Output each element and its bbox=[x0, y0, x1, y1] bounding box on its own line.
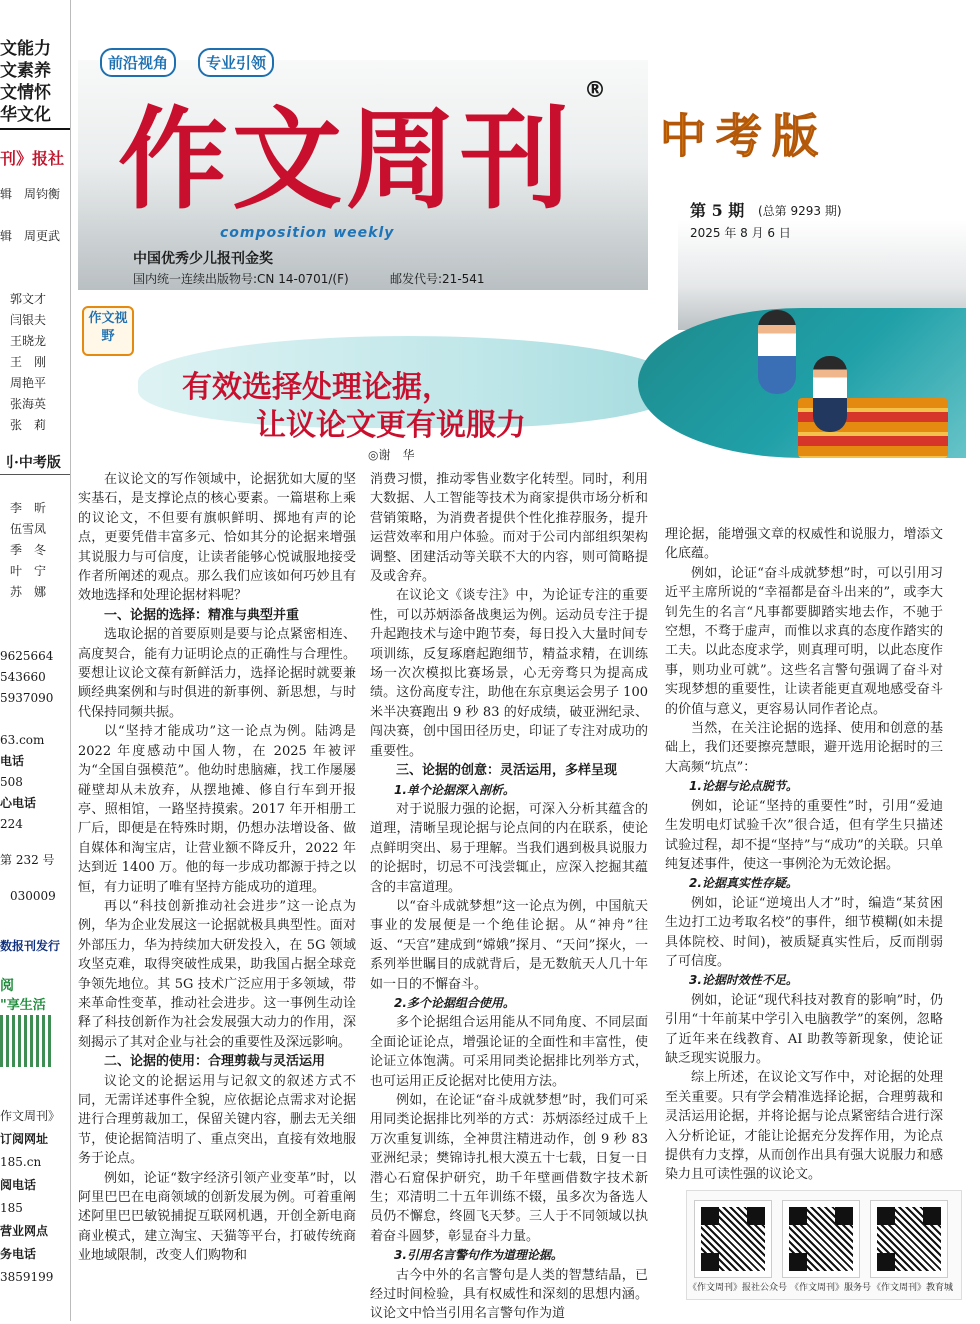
edition-name: 中考版 bbox=[660, 109, 828, 163]
issue-number: 第 5 期 bbox=[690, 201, 745, 220]
footer-line: 订阅网址 bbox=[0, 1132, 49, 1146]
section-heading: 1.论据与论点脱节。 bbox=[689, 779, 798, 794]
sidebar-contacts bbox=[0, 648, 56, 909]
section-heading: 三、论据的创意：灵活运用，多样呈现 bbox=[396, 763, 618, 779]
section-heading: 2.多个论据组合使用。 bbox=[394, 995, 515, 1010]
footer-line: 185.cn bbox=[0, 1155, 42, 1169]
contact-line: 030009 bbox=[10, 889, 56, 903]
article-column-1 bbox=[78, 470, 356, 1266]
article-paragraph: 古今中外的名言警句是人类的智慧结晶，已经过时间检验，具有权威性和深刻的思想内涵。议论文中恰当引用名言警句作为道 bbox=[370, 1267, 648, 1322]
section-heading: 3.论据时效性不足。 bbox=[689, 973, 798, 988]
qr-code[interactable] bbox=[870, 1200, 948, 1278]
article-paragraph: 以“坚持才能成功”这一论点为例。陆鸿是 2022 年度感动中国人物，在 2025 年被评为“全国自强模范”。他幼时患脑瘫，找工作屡屡碰壁却从未放弃，从摆地摊、修自行车到开报亭、照相馆，一路坚持摸索。2017 年开相册工厂后，即便是在特殊时期，仍想办法增设备、做自媒体和淘宝店，让营业额不降反升，2022 年达到近 1400 万。他的每一步成功都源于持之以恒，有力证明了唯有坚持方能成功的道理。 bbox=[78, 724, 356, 895]
sidebar-footer bbox=[0, 1108, 60, 1292]
masthead-slogan: 前沿视角 bbox=[100, 48, 176, 77]
award-text: 中国优秀少儿报刊金奖 bbox=[133, 251, 273, 267]
sidebar-editor-role: 辑 bbox=[0, 187, 13, 201]
masthead-slogan: 专业引领 bbox=[198, 48, 274, 77]
article-paragraph: 以“奋斗成就梦想”这一论点为例，中国航天事业的发展便是一个绝佳论据。从“神舟”往返、“天宫”建成到“嫦娥”探月、“天问”探火，一系列举世瞩目的成就背后，是无数航天人几十年如一日的不懈奋斗。 bbox=[370, 898, 648, 992]
sidebar-slogan: 文素养 bbox=[0, 61, 51, 81]
article-paragraph: 例如，在论证“奋斗成就梦想”时，我们可采用同类论据排比列举的方式：苏炳添经过成千上万次重复训练，全神贯注精进动作，创 9 秒 83 亚洲纪录；樊锦诗扎根大漠五十七载，日复一日潜心石窟保护研究，助千年壁画借数字技术新生；邓清明二十五年训练不辍，虽多次为备选人员仍不懈怠，终圆飞天梦。三人于不同领域以执着奋斗圆梦，彰显奋斗力量。 bbox=[370, 1093, 648, 1244]
contact-line: 508 bbox=[0, 775, 23, 789]
article-paragraph: 综上所述，在议论文写作中，对论据的处理至关重要。只有学会精准选择论据，合理剪裁和灵活运用论据，并将论据与论点紧密结合进行深入分析论证，才能让论据充分发挥作用，为论点提供有力支撑，从而创作出具有强大说服力和感染力且可读性强的议论文。 bbox=[665, 1070, 943, 1183]
sidebar-distribution: 数报刊发行 bbox=[0, 939, 61, 953]
sidebar-slogans bbox=[0, 38, 70, 126]
sidebar-staff-list bbox=[10, 291, 46, 438]
sidebar-read-label: 阅 bbox=[0, 978, 14, 994]
staff-name: 苏 娜 bbox=[10, 585, 47, 599]
issue-date: 2025 年 8 月 6 日 bbox=[690, 226, 791, 240]
article-paragraph: 例如，论证“现代科技对教育的影响”时，仍引用“十年前某中学引入电脑教学”的案例，忽略了近年来在线教育、AI 助教等新现象，使论证缺乏现实说服力。 bbox=[665, 992, 943, 1066]
article-paragraph: 当然，在关注论据的选择、使用和创意的基础上，我们还要擦亮慧眼，避开选用论据时的三大高频“坑点”： bbox=[665, 721, 943, 775]
sidebar-divider bbox=[0, 128, 70, 130]
section-heading: 2.论据真实性存疑。 bbox=[689, 876, 798, 891]
headline-banner bbox=[78, 298, 966, 470]
headline-line2: 让议论文更有说服力 bbox=[256, 408, 526, 443]
sidebar-editor-name: 周更武 bbox=[24, 229, 61, 243]
article-paragraph: 消费习惯，推动零售业数字化转型。同时，利用大数据、人工智能等技术为商家提供市场分析和营销策略，为消费者提供个性化推荐服务，提升运营效率和用户体验。而对于公司内部组织架构调整、团建活动等关联不大的内容，则可简略提及或舍弃。 bbox=[370, 472, 648, 585]
staff-name: 王晓龙 bbox=[10, 334, 47, 348]
article-paragraph: 议论文的论据运用与记叙文的叙述方式不同，无需详述事件全貌，应依据论点需求对论据进行合理剪裁加工，保留关键内容，删去无关细节，使论据简洁明了、重点突出，直接有效地服务于论点。 bbox=[78, 1073, 356, 1167]
masthead bbox=[78, 40, 966, 295]
article-paragraph: 对于说服力强的论据，可深入分析其蕴含的道理，清晰呈现论据与论点间的内在联系，使论点鲜明突出、易于理解。当我们遇到极具说服力的论据时，切忌不可浅尝辄止，应深入挖掘其蕴含的丰富道理。 bbox=[370, 801, 648, 895]
staff-name: 张 莉 bbox=[10, 418, 47, 432]
footer-line: 185 bbox=[0, 1201, 23, 1215]
article-paragraph: 理论据，能增强文章的权威性和说服力，增添文化底蕴。 bbox=[665, 527, 943, 562]
sidebar-edition-staff bbox=[10, 500, 46, 605]
postal-code: 邮发代号:21-541 bbox=[390, 272, 485, 286]
left-sidebar bbox=[0, 0, 71, 1321]
contact-line: 心电话 bbox=[0, 796, 37, 810]
footer-line: 3859199 bbox=[0, 1270, 54, 1284]
article-paragraph: 选取论据的首要原则是要与论点紧密相连、高度契合，能有力证明论点的正确性与合理性。要想让议论文葆有新鲜活力，选择论据时就要兼顾经典案例和与时俱进的新事例、新思想，与时代保持同频共振。 bbox=[78, 627, 356, 720]
sidebar-editor-name: 周钧衡 bbox=[24, 187, 61, 201]
footer-line: 营业网点 bbox=[0, 1224, 49, 1238]
staff-name: 王 刚 bbox=[10, 355, 47, 369]
registered-mark: ® bbox=[584, 78, 606, 103]
article-column-3 bbox=[665, 525, 943, 1185]
sidebar-edition-label: 刂·中考版 bbox=[0, 455, 61, 471]
staff-name: 伍雪凤 bbox=[10, 522, 47, 536]
newspaper-title: 作文周刊 bbox=[118, 95, 574, 224]
headline-line1: 有效选择处理论据， bbox=[182, 370, 452, 405]
article-paragraph: 例如，论证“奋斗成就梦想”时，可以引用习近平主席所说的“幸福都是奋斗出来的”，或李大钊先生的名言“凡事都要脚踏实地去作，不驰于空想，不骛于虚声，而惟以求真的态度作踏实的工夫。以此态度求学，则真理可明，以此态度作事，则功业可就”。这些名言警句强调了奋斗对实现梦想的重要性，让读者能更直观地感受奋斗的价值与意义，更容易认同作者论点。 bbox=[665, 565, 943, 717]
contact-line: 9625664 bbox=[0, 649, 54, 663]
column-tag: 作文视野 bbox=[82, 306, 134, 356]
article-paragraph: 多个论据组合运用能从不同角度、不同层面全面论证论点，增强论证的全面性和丰富性，使论证立体饱满。可采用同类论据排比列举方式，也可运用正反论据对比使用方法。 bbox=[370, 1015, 648, 1089]
staff-name: 闫银夫 bbox=[10, 313, 47, 327]
section-heading: 3.引用名言警句作为道理论据。 bbox=[394, 1248, 563, 1263]
article-paragraph: 例如，论证“数字经济引领产业变革”时，以阿里巴巴在电商领域的创新发展为例。可着重阐述阿里巴巴敏锐捕捉互联网机遇，开创全新电商商业模式，建立淘宝、天猫等平台，打破传统商业地域限制，改变人们购物和 bbox=[78, 1170, 356, 1264]
section-heading: 一、论据的选择：精准与典型并重 bbox=[104, 607, 300, 623]
article-paragraph: 例如，论证“坚持的重要性”时，引用“爱迪生发明电灯试验千次”很合适，但有学生只描述试验过程，却不提“坚持”与“成功”的关联。只单纯复述事件，使这一事例沦为无效论据。 bbox=[665, 798, 943, 872]
contact-line: 543660 bbox=[0, 670, 46, 684]
sidebar-qr-code[interactable] bbox=[0, 1015, 52, 1067]
contact-line: 第 232 号 bbox=[0, 853, 55, 867]
sidebar-slogan: 文情怀 bbox=[0, 83, 51, 103]
footer-line: 务电话 bbox=[0, 1247, 37, 1261]
footer-line: 作文周刊》 bbox=[0, 1109, 61, 1123]
qr-code[interactable] bbox=[782, 1200, 860, 1278]
staff-name: 李 昕 bbox=[10, 501, 47, 515]
footer-line: 阅电话 bbox=[0, 1178, 37, 1192]
contact-line: 电话 bbox=[0, 754, 25, 768]
sidebar-slogan: 华文化 bbox=[0, 105, 51, 125]
sidebar-paper-name: 刊》报社 bbox=[0, 149, 65, 168]
contact-line: 224 bbox=[0, 817, 23, 831]
staff-name: 郭文才 bbox=[10, 292, 47, 306]
staff-name: 张海英 bbox=[10, 397, 47, 411]
cn-number: 国内统一连续出版物号:CN 14-0701/(F) bbox=[133, 272, 349, 286]
sidebar-life-label: "享生活 bbox=[0, 998, 46, 1013]
article-paragraph: 在议论文的写作领域中，论据犹如大厦的坚实基石，是支撑论点的核心要素。一篇堪称上乘的议论文，不但要有旗帜鲜明、掷地有声的论点，更要凭借丰富多元、恰如其分的论据来增强其说服力与可信度，让读者能够心悦诚服地接受作者所阐述的观点。那么我们应该如何巧妙且有效地选择和处理论据材料呢？ bbox=[78, 472, 356, 604]
byline: ◎谢 华 bbox=[368, 448, 415, 462]
qr-label: 《作文周刊》报社公众号 bbox=[688, 1283, 788, 1293]
sidebar-divider bbox=[0, 474, 70, 475]
article-paragraph: 在议论文《谈专注》中，为论证专注的重要性，可以苏炳添备战奥运为例。运动员专注于提升起跑技术与途中跑节奏，每日投入大量时间专项训练，反复琢磨起跑细节，精益求精，在训练场一次次模拟比赛场景，心无旁骛只为提高成绩。这份高度专注，助他在东京奥运会男子 100 米半决赛跑出 9 秒 83 的好成绩，破亚洲纪录、闯决赛，创中国田径历史，印证了专注对成功的重要性。 bbox=[370, 588, 648, 759]
article-paragraph: 例如，论证“逆境出人才”时，编造“某贫困生边打工边考取名校”的事件，细节模糊(如未提具体院校、时间)，被质疑真实性后，反而削弱了可信度。 bbox=[665, 895, 943, 969]
article-column-2 bbox=[370, 470, 648, 1324]
qr-code[interactable] bbox=[694, 1200, 772, 1278]
staff-name: 叶 宁 bbox=[10, 564, 47, 578]
contact-line: 5937090 bbox=[0, 691, 54, 705]
qr-label: 《作文周刊》教育城 bbox=[872, 1283, 954, 1293]
sidebar-editor-role: 辑 bbox=[0, 229, 13, 243]
qr-label: 《作文周刊》服务号 bbox=[790, 1283, 872, 1293]
staff-name: 季 冬 bbox=[10, 543, 47, 557]
staff-name: 周艳平 bbox=[10, 376, 47, 390]
contact-line: 63.com bbox=[0, 733, 45, 747]
article-paragraph: 再以“科技创新推动社会进步”这一论点为例，华为企业发展这一论据就极具典型性。面对外部压力，华为持续加大研发投入，在 5G 领域攻坚克难，取得突破性成果，助我国占据全球竞争领先地位。其 5G 技术广泛应用于多领域，带来革命性变革，推动社会进步。这一事例生动诠释了科技创新作为社会发展强大动力的作用，深刻揭示了其对企业与社会的重要性及深远影响。 bbox=[78, 898, 356, 1050]
section-heading: 1.单个论据深入剖析。 bbox=[394, 782, 515, 797]
runner-illustration bbox=[813, 356, 847, 432]
total-issue: (总第 9293 期) bbox=[758, 204, 842, 218]
runner-illustration bbox=[758, 310, 796, 394]
sidebar-slogan: 文能力 bbox=[0, 39, 51, 59]
section-heading: 二、论据的使用：合理剪裁与灵活运用 bbox=[104, 1054, 326, 1070]
english-title: composition weekly bbox=[220, 225, 395, 241]
